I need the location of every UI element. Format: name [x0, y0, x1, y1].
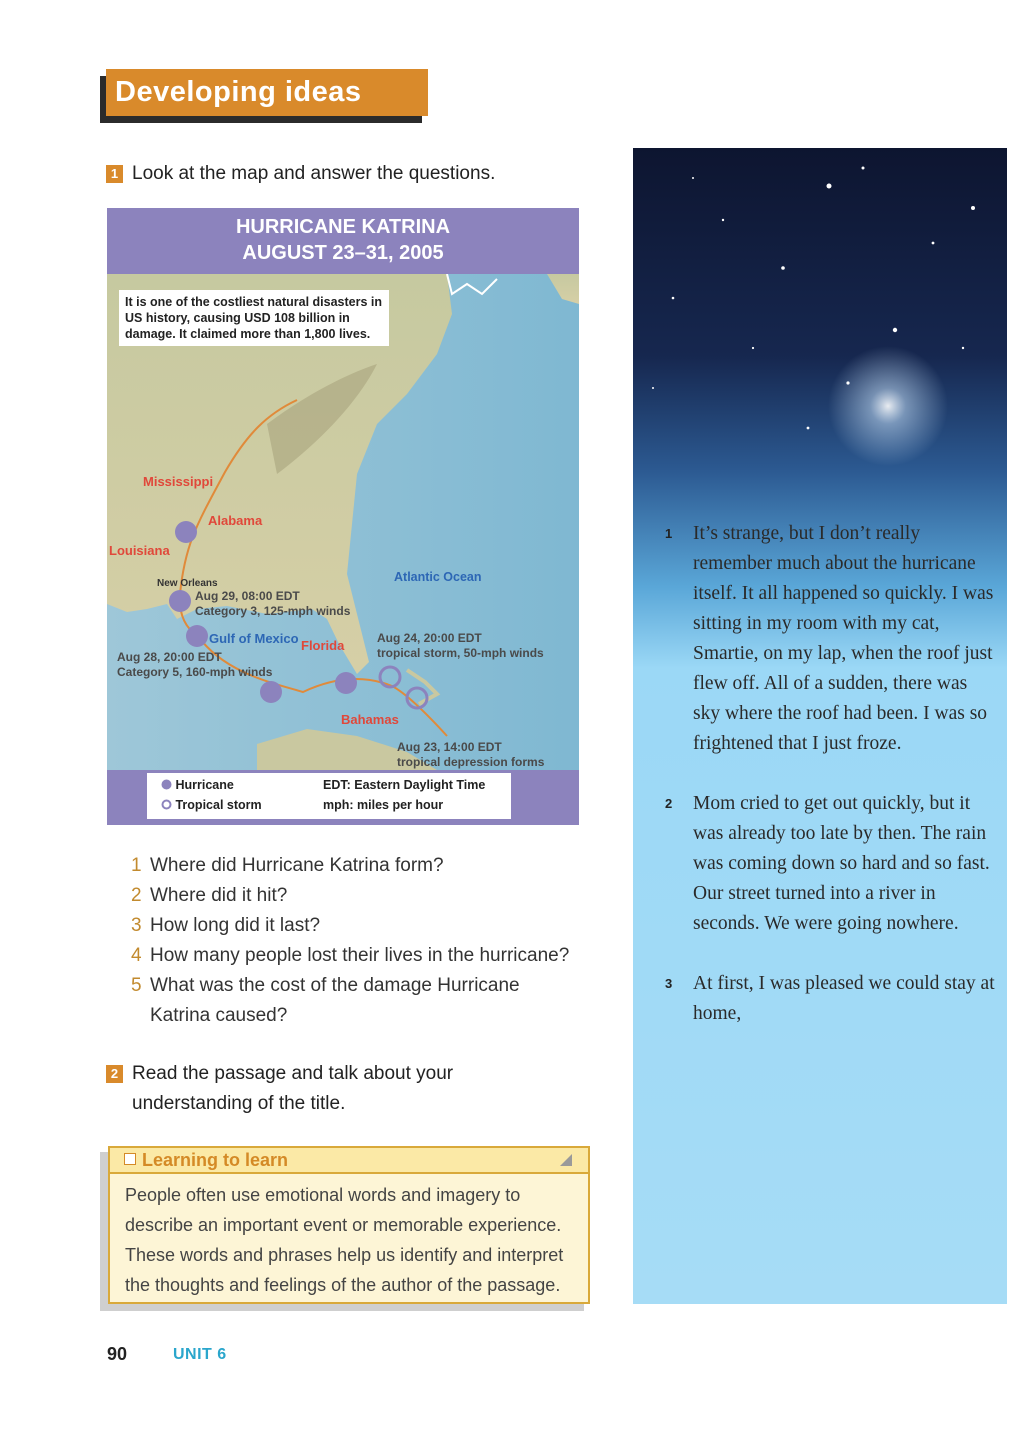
label-new-orleans: New Orleans	[157, 578, 218, 589]
star	[971, 206, 975, 210]
starfield	[633, 148, 1007, 508]
label-mississippi: Mississippi	[143, 474, 214, 489]
question-item	[131, 881, 591, 911]
question-number: 3	[131, 915, 142, 936]
paragraph-number: 1	[665, 526, 673, 541]
question-text: Where did it hit?	[150, 885, 288, 906]
section-banner	[106, 69, 428, 116]
question-text: What was the cost of the damage Hurricane	[150, 975, 520, 996]
star	[752, 347, 754, 349]
legend-hurricane-label: Hurricane	[175, 778, 234, 792]
paragraph-text: Mom cried to get out quickly, but it was already too late by then. The rain was coming down so hard and so fast. Our street turned into a river in seconds. We were going nowhere.	[693, 793, 990, 934]
star	[652, 387, 654, 389]
question-list	[131, 851, 591, 1031]
label-atlantic-ocean: Atlantic Ocean	[394, 570, 482, 584]
label-gulf-of-mexico: Gulf of Mexico	[209, 631, 299, 646]
unit-label: UNIT 6	[173, 1346, 227, 1363]
map-legend	[147, 773, 511, 819]
checkbox-square-icon	[124, 1153, 136, 1165]
task-1	[106, 159, 495, 189]
label-aug29-desc: Category 3, 125-mph winds	[195, 604, 351, 618]
star	[672, 297, 675, 300]
legend-tropical-storm-label: Tropical storm	[175, 798, 262, 812]
star	[781, 266, 785, 270]
label-aug23-desc: tropical depression forms	[397, 755, 545, 769]
question-text: How many people lost their lives in the hurricane?	[150, 945, 570, 966]
task-number: 1	[106, 165, 123, 183]
hurricane-icon	[161, 779, 172, 790]
question-item	[131, 851, 591, 881]
tropical-storm-icon	[161, 799, 172, 810]
banner-divider	[492, 77, 494, 107]
star	[893, 328, 897, 332]
triangle-left-icon	[505, 82, 517, 102]
label-aug28-desc: Category 5, 160-mph winds	[117, 665, 273, 679]
task-number: 2	[106, 1065, 123, 1083]
map-title-line1: HURRICANE KATRINA	[235, 216, 451, 238]
star	[962, 347, 964, 349]
question-item-continuation	[131, 1001, 591, 1031]
question-item	[131, 941, 591, 971]
star	[807, 427, 810, 430]
star	[932, 242, 935, 245]
page-number: 90	[107, 1344, 128, 1364]
map-title-line2: AUGUST 23–31, 2005	[242, 242, 444, 264]
paragraph-text: At first, I was pleased we could stay at home,	[693, 973, 995, 1024]
task-instruction: Look at the map and answer the questions.	[132, 163, 496, 184]
legend-edt: EDT: Eastern Daylight Time	[323, 778, 486, 792]
fact-box: It is one of the costliest natural disasters in US history, causing USD 108 billion in damage. It claimed more than 1,800 lives.	[119, 290, 389, 346]
label-aug23-time: Aug 23, 14:00 EDT	[397, 740, 502, 754]
star	[722, 219, 724, 221]
question-number: 1	[131, 855, 142, 876]
star	[862, 167, 865, 170]
passage	[665, 519, 995, 1059]
question-text-continuation: Katrina caused?	[150, 1005, 288, 1026]
legend-tropical-storm	[161, 798, 262, 812]
label-aug24-time: Aug 24, 20:00 EDT	[377, 631, 482, 645]
nebula-glow	[828, 346, 948, 466]
learning-box-title: Learning to learn	[142, 1150, 289, 1170]
question-item	[131, 971, 591, 1001]
passage-paragraph	[665, 969, 995, 1029]
hurricane-marker-alabama	[175, 521, 197, 543]
paragraph-text: It’s strange, but I don’t really remember much about the hurricane itself. It all happened so quickly. I was sitting in my room with my cat, Smartie, on my lap, when the roof just flew off. All of a sudden, there was sky where the roof had been. I was so frightened that I just froze.	[693, 523, 994, 754]
question-number: 4	[131, 945, 142, 966]
map-graphic	[107, 274, 579, 770]
learning-box	[108, 1146, 590, 1304]
label-florida: Florida	[301, 638, 345, 653]
label-aug29-time: Aug 29, 08:00 EDT	[195, 589, 300, 603]
paragraph-number: 3	[665, 976, 673, 991]
question-text: Where did Hurricane Katrina form?	[150, 855, 444, 876]
section-title: Developing ideas	[115, 76, 362, 108]
task-2	[106, 1059, 453, 1119]
passage-paragraph	[665, 519, 995, 759]
hurricane-marker-gulf	[186, 625, 208, 647]
star	[692, 177, 694, 179]
label-aug24-desc: tropical storm, 50-mph winds	[377, 646, 544, 660]
hurricane-marker-aug28	[260, 681, 282, 703]
paragraph-number: 2	[665, 796, 673, 811]
task-instruction-line1: Read the passage and talk about your	[132, 1063, 454, 1084]
corner-triangle-icon	[560, 1154, 572, 1166]
learning-box-text: People often use emotional words and imagery to describe an important event or memorable experience. These words and phrases help us identify and interpret the thoughts and feelings of the author of the passage.	[125, 1185, 564, 1295]
question-item	[131, 911, 591, 941]
label-alabama: Alabama	[208, 513, 263, 528]
legend-mph: mph: miles per hour	[323, 798, 444, 812]
legend-hurricane	[161, 778, 234, 792]
label-aug28-time: Aug 28, 20:00 EDT	[117, 650, 222, 664]
map-title	[107, 214, 579, 266]
label-bahamas: Bahamas	[341, 712, 399, 727]
learning-box-header	[110, 1148, 588, 1174]
question-text: How long did it last?	[150, 915, 321, 936]
hurricane-marker-aug29	[169, 590, 191, 612]
question-number: 5	[131, 975, 142, 996]
hurricane-marker-florida	[335, 672, 357, 694]
star	[846, 381, 849, 384]
hurricane-map	[107, 208, 579, 825]
task-instruction-line2: understanding of the title.	[132, 1093, 346, 1114]
passage-paragraph	[665, 789, 995, 939]
question-number: 2	[131, 885, 142, 906]
star	[827, 184, 832, 189]
label-louisiana: Louisiana	[109, 543, 170, 558]
